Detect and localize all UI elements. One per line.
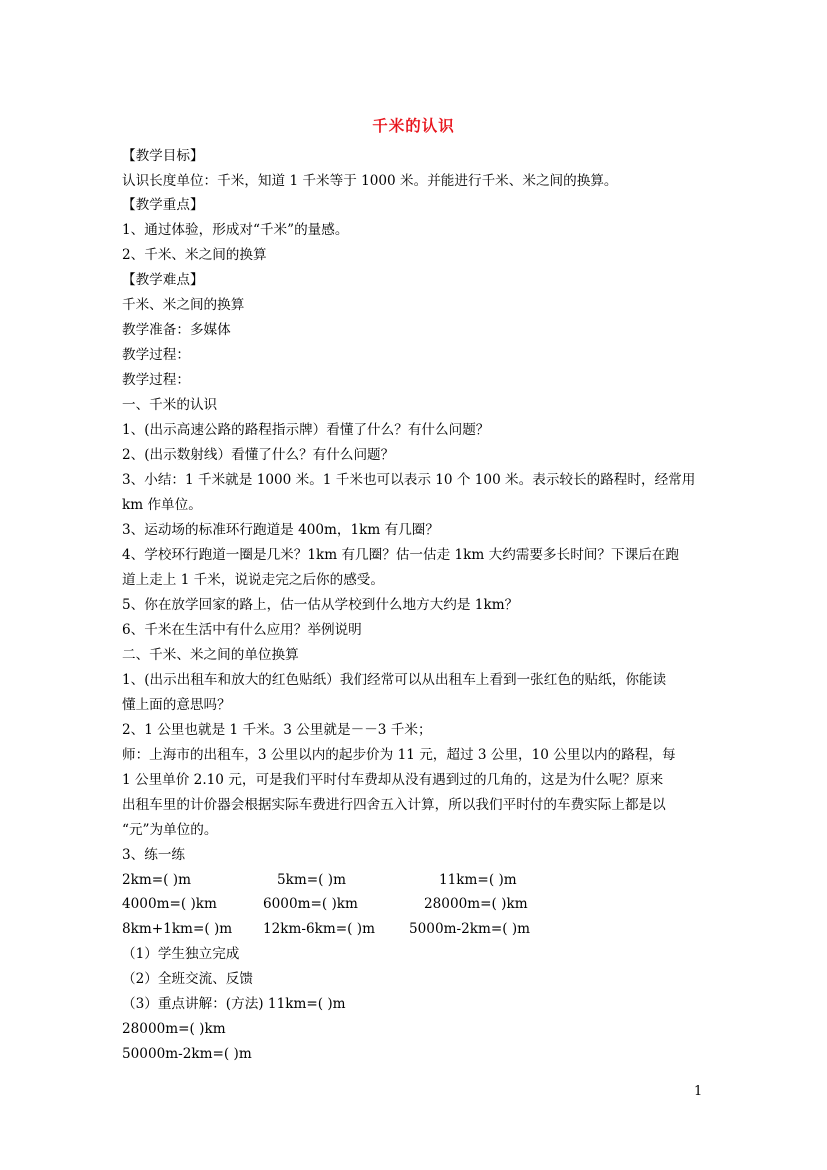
paragraph-line: 2、(出示数射线）看懂了什么？有什么问题？ (122, 447, 395, 463)
paragraph-line: 5、你在放学回家的路上，估一估从学校到什么地方大约是 1km？ (122, 597, 519, 613)
paragraph-line: 6、千米在生活中有什么应用？举例说明 (122, 622, 362, 638)
paragraph-line: “元”为单位的。 (122, 822, 218, 838)
paragraph-line: 1 公里单价 2.10 元，可是我们平时付车费却从没有遇到过的几角的，这是为什么呢？原来 (122, 772, 664, 788)
page-number: 1 (694, 1084, 703, 1099)
exercise-row (122, 870, 722, 890)
exercise-item: 6000m=( )km (263, 896, 358, 912)
paragraph-line: 2、千米、米之间的换算 (122, 247, 267, 263)
exercise-item: 8km+1km=( )m (122, 921, 233, 937)
paragraph-line: （3）重点讲解：(方法) 11km=( )m (122, 996, 346, 1012)
paragraph-line: 懂上面的意思吗？ (122, 697, 231, 713)
page-title: 千米的认识 (372, 116, 455, 135)
paragraph-line: 3、小结：1 千米就是 1000 米。1 千米也可以表示 10 个 100 米。表示较长的路程时，经常用 (122, 472, 696, 488)
paragraph-line: 教学过程： (122, 347, 190, 363)
exercise-item: 5000m-2km=( )m (409, 921, 531, 937)
paragraph-line: km 作单位。 (122, 497, 202, 513)
paragraph-line: 2、1 公里也就是 1 千米。3 公里就是－－3 千米； (122, 722, 432, 738)
section-heading-part-one: 一、千米的认识 (122, 397, 218, 413)
section-heading-objectives: 【教学目标】 (122, 148, 204, 164)
exercise-row (122, 919, 722, 939)
section-heading-key-points: 【教学重点】 (122, 197, 204, 213)
section-heading-difficulties: 【教学难点】 (122, 272, 204, 288)
paragraph-line: 1、(出示高速公路的路程指示牌）看懂了什么？有什么问题？ (122, 422, 490, 438)
paragraph-line: 1、(出示出租车和放大的红色贴纸）我们经常可以从出租车上看到一张红色的贴纸，你能读 (122, 672, 667, 688)
paragraph-line: 教学过程： (122, 372, 190, 388)
paragraph-line: 教学准备：多媒体 (122, 322, 231, 338)
exercise-item: 12km-6km=( )m (263, 921, 376, 937)
paragraph-line: 认识长度单位：千米，知道 1 千米等于 1000 米。并能进行千米、米之间的换算。 (122, 173, 618, 189)
exercise-item: 4000m=( )km (122, 896, 217, 912)
exercise-item: 5km=( )m (277, 872, 346, 888)
exercise-item: 11km=( )m (439, 872, 517, 888)
paragraph-line: 出租车里的计价器会根据实际车费进行四舍五入计算，所以我们平时付的车费实际上都是以 (122, 797, 666, 813)
paragraph-line: 4、学校环行跑道一圈是几米？1km 有几圈？估一估走 1km 大约需要多长时间？下课后在跑 (122, 547, 679, 563)
paragraph-line: 28000m=( )km (122, 1021, 226, 1037)
paragraph-line: 千米、米之间的换算 (122, 297, 245, 313)
paragraph-line: （2）全班交流、反馈 (122, 971, 253, 987)
exercise-item: 2km=( )m (122, 872, 191, 888)
paragraph-line: （1）学生独立完成 (122, 946, 240, 962)
paragraph-line: 道上走上 1 千米，说说走完之后你的感受。 (122, 572, 384, 588)
section-heading-part-two: 二、千米、米之间的单位换算 (122, 647, 299, 663)
paragraph-line: 50000m-2km=( )m (122, 1046, 252, 1062)
paragraph-line: 3、运动场的标准环行跑道是 400m，1km 有几圈？ (122, 522, 439, 538)
paragraph-line: 师：上海市的出租车，3 公里以内的起步价为 11 元，超过 3 公里，10 公里以内的路程，每 (122, 747, 676, 763)
exercise-row (122, 894, 722, 914)
paragraph-line: 1、通过体验，形成对“千米”的量感。 (122, 222, 349, 238)
exercise-item: 28000m=( )km (424, 896, 528, 912)
paragraph-line: 3、练一练 (122, 847, 186, 863)
